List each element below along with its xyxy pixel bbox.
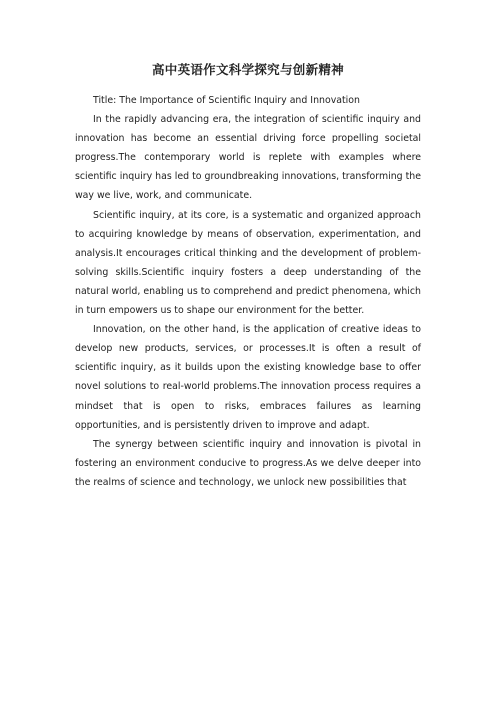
paragraph-2: Scientific inquiry, at its core, is a systematic and organized approach to acquiring knowledge by means of observation, experimentation, and analysis.It encourages critical thinking and the development of problem-solving skills.Scientific inquiry fosters a deep understanding of the natural world, enabling us to comprehend and predict phenomena, which in turn empowers us to shape our environment for the better.	[75, 209, 421, 317]
paragraph-4: The synergy between scientific inquiry and innovation is pivotal in fostering an environment conducive to progress.As we delve deeper into the realms of science and technology, we unlock new possibilities that	[75, 438, 421, 488]
essay-title-line: Title: The Importance of Scientific Inquiry and Innovation	[93, 95, 360, 106]
paragraph-3: Innovation, on the other hand, is the application of creative ideas to develop new products, services, or processes.It is often a result of scientific inquiry, as it builds upon the existing knowledge base to offer novel solutions to real-world problems.The innovation process requires a mindset that is open to risks, embraces failures as learning opportunities, and is persistently driven to improve and adapt.	[75, 324, 421, 431]
document-title: 高中英语作文科学探究与创新精神	[151, 62, 344, 77]
paragraph-1: In the rapidly advancing era, the integration of scientific inquiry and innovation has become an essential driving force propelling societal progress.The contemporary world is replete with examples where scientific inquiry has led to groundbreaking innovations, transforming the way we live, work, and communicate.	[75, 114, 421, 202]
